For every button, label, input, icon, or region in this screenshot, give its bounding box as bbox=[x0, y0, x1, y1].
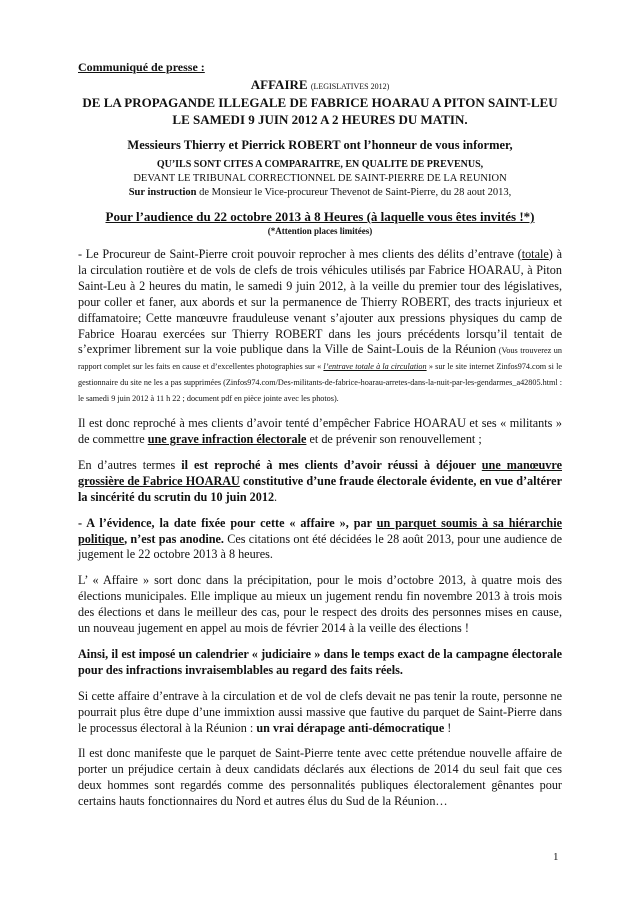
p3-text-a: En d’autres termes bbox=[78, 457, 182, 472]
instruction-bold: Sur instruction bbox=[128, 187, 197, 198]
p7-bold: un vrai dérapage anti-démocratique bbox=[256, 720, 445, 735]
p7-text-a: Si cette affaire d’entrave à la circulation et de vol de clefs devait ne pas tenir la route, personne ne pourrait plus être dupe d’une immixtion aussi massive que fautive du parquet de Saint-Pierre dans le processus électoral à la Réunion : bbox=[78, 688, 562, 735]
paragraph-8: Il est donc manifeste que le parquet de Saint-Pierre tente avec cette prétendue nouvelle affaire de porter un préjudice certain à deux candidats déclarés aux élections de 2014 du seul fait que ces deux hommes sont regardés comme des personnalités publiques électoralement gênantes pour certains hauts fonctionnaires du Nord et autres élus du Sud de la Réunion… bbox=[78, 746, 562, 809]
paragraph-5: L’ « Affaire » sort donc dans la précipitation, pour le mois d’octobre 2013, à quatre mois des élections municipales. Elle implique au mieux un jugement rendu fin novembre 2013 à trois mois des élections et dans le meilleur des cas, pour le respect des droits des personnes mises en cause, un nouveau jugement en appel au mois de février 2014 à la veille des élections ! bbox=[78, 573, 562, 636]
paragraph-4 bbox=[78, 516, 562, 564]
paragraph-6: Ainsi, il est imposé un calendrier « judiciaire » dans le temps exact de la campagne électorale pour des infractions invraisemblables au regard des faits réels. bbox=[78, 646, 562, 677]
title-line-2: LE SAMEDI 9 JUIN 2012 A 2 HEURES DU MATIN. bbox=[172, 112, 468, 127]
p2-bold: une grave infraction électorale bbox=[147, 431, 307, 446]
page-number: 1 bbox=[553, 851, 559, 863]
p3-bold-1: il est reproché à mes clients d’avoir réussi à déjouer bbox=[181, 457, 482, 472]
p1-fine-a: (Vous trouverez un rapport complet sur les faits en cause et d’excellentes photographies sur « bbox=[78, 346, 562, 372]
p3-end: . bbox=[274, 489, 278, 504]
p2-text-a: Il est donc reproché à mes clients d’avoir tenté d’empêcher Fabrice HOARAU et ses « militants » de commettre bbox=[78, 416, 562, 446]
press-release-page bbox=[78, 60, 562, 810]
p1-text-b: ) à la circulation routière et de vols de clefs de trois véhicules utilisés par Fabrice HOARAU, à Piton Saint-Leu à 2 heures du matin, le samedi 9 juin 2012, à la veille du premier tour des législatives, pour coller et faner, aux abords et sur la permanence de Thierry ROBERT, des tracts injurieux et diffamatoire; Cette manœuvre frauduleuse venant s’ajouter aux pressions physiques du camp de Fabrice Hoarau exercées sur Thierry ROBERT dans les jours précédents lorsqu’il tentait de s’exprimer librement sur la voie publique dans la Ville de Saint-Louis de la Réunion bbox=[78, 247, 562, 357]
paragraph-3 bbox=[78, 458, 562, 506]
p3-bold-underlined: une manœuvre grossière de Fabrice HOARAU bbox=[78, 457, 563, 488]
attention-note: (*Attention places limitées) bbox=[267, 226, 373, 236]
paragraph-7 bbox=[78, 689, 562, 737]
p1-fine-b: » sur le site internet Zinfos974.com si le gestionnaire du site ne les a pas supprimées (Zinfos974.com/Des-militants-de-fabrice-hoarau-arretes-dans-la-nuit-par-les-gendarmes_a42805.html : le samedi 9 juin 2012 à 11 h 22 ; document pdf en pièce jointe avec les photos). bbox=[78, 362, 562, 404]
affaire-heading bbox=[78, 77, 562, 94]
affaire-word: AFFAIRE bbox=[250, 77, 308, 92]
intro-messieurs: Messieurs Thierry et Pierrick ROBERT ont l’honneur de vous informer, bbox=[127, 138, 513, 152]
p4-rest: Ces citations ont été décidées le 28 août 2013, pour une audience de jugement le 22 octobre 2013 à 8 heures. bbox=[78, 531, 562, 562]
p3-bold-2: constitutive d’une fraude électorale évidente, en vue d’altérer la sincérité du scrutin du 10 juin 2012 bbox=[78, 473, 562, 504]
press-release-label: Communiqué de presse : bbox=[78, 60, 205, 74]
paragraph-2 bbox=[78, 416, 562, 448]
title-line-1: DE LA PROPAGANDE ILLEGALE DE FABRICE HOARAU A PITON SAINT-LEU bbox=[82, 95, 558, 110]
audience-date: Pour l’audience du 22 octobre 2013 à 8 Heures (à laquelle vous êtes invités !*) bbox=[105, 209, 535, 224]
p2-text-b: et de prévenir son renouvellement ; bbox=[306, 431, 482, 446]
affaire-note: (LEGISLATIVES 2012) bbox=[310, 82, 390, 91]
p4-bold-1: - A l’évidence, la date fixée pour cette « affaire », par bbox=[78, 515, 377, 530]
intro-cites: QU’ILS SONT CITES A COMPARAITRE, EN QUALITE DE PREVENUS, bbox=[156, 159, 484, 170]
p1-text-a: - Le Procureur de Saint-Pierre croit pouvoir reprocher à mes clients des délits d’entrave ( bbox=[78, 247, 522, 261]
p1-totale: totale bbox=[521, 247, 549, 261]
p4-bold-2: , n’est pas anodine. bbox=[124, 531, 224, 546]
document-title bbox=[68, 94, 572, 128]
instruction-rest: de Monsieur le Vice-procureur Thevenot de Saint-Pierre, du 28 aout 2013, bbox=[196, 187, 512, 198]
intro-instruction bbox=[78, 186, 562, 200]
p1-fine-link[interactable]: l’entrave totale à la circulation bbox=[323, 362, 427, 372]
p4-bold-underlined: un parquet soumis à sa hiérarchie politique bbox=[78, 515, 563, 546]
p7-text-b: ! bbox=[444, 720, 452, 735]
intro-devant: DEVANT LE TRIBUNAL CORRECTIONNEL DE SAINT-PIERRE DE LA REUNION bbox=[133, 173, 507, 184]
paragraph-1 bbox=[78, 247, 562, 406]
